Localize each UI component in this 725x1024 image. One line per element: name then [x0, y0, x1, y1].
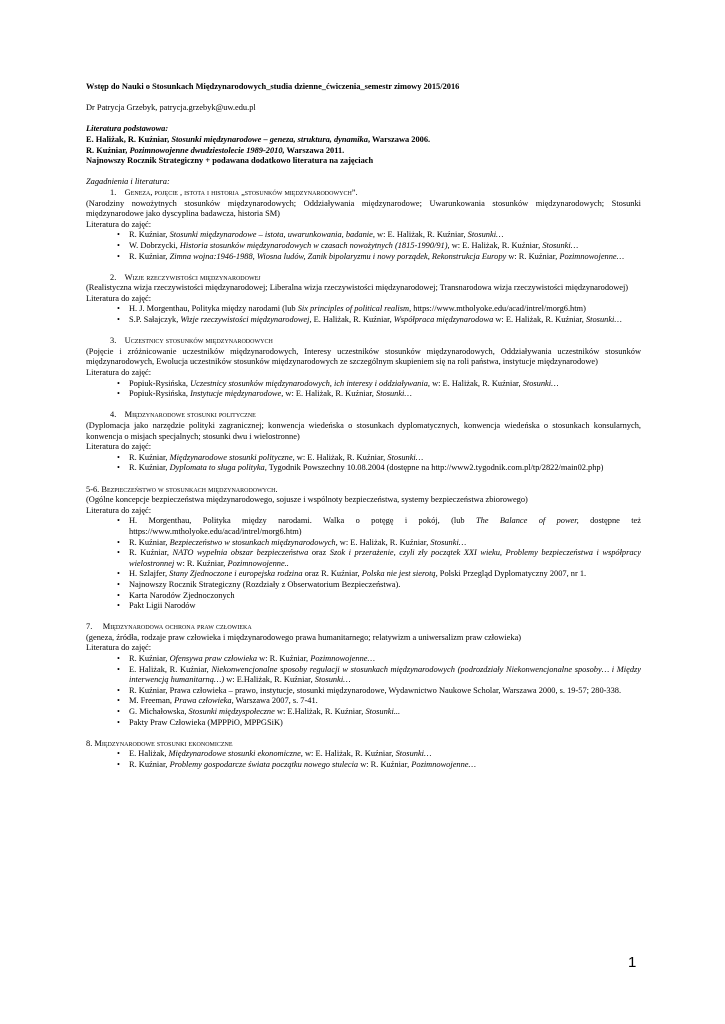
reading-item: • Najnowszy Rocznik Strategiczny (Rozdziały z Obserwatorium Bezpieczeństwa). [86, 580, 641, 591]
reading-item: • H. J. Morgenthau, Polityka między narodami (lub Six principles of political realism, https://www.mtholyoke.edu/acad/intrel/morg6.htm) [86, 304, 641, 315]
reading-item: • R. Kuźniar, Problemy gospodarcze świata początku nowego stulecia w: R. Kuźniar, Pozimnowojenne… [86, 760, 641, 771]
reading-list [86, 304, 641, 325]
section-literature-label: Literatura do zajęć: [86, 442, 152, 452]
section-description: (Ogólne koncepcje bezpieczeństwa międzynarodowego, sojusze i wspólnoty bezpieczeństwa, systemy bezpieczeństwa zbiorowego) [86, 495, 528, 505]
author-line: Dr Patrycja Grzebyk, patrycja.grzebyk@uw.edu.pl [86, 103, 256, 113]
section-literature-label: Literatura do zajęć: [86, 219, 152, 229]
section-heading: 1. Geneza, pojęcie , istota i historia „stosunków międzynarodowych”. [110, 187, 358, 197]
reading-item: • S.P. Sałajczyk, Wizje rzeczywistości międzynarodowej, E. Haliżak, R. Kuźniar, Współpraca międzynarodowa w: E. Haliżak, R. Kuźniar, Stosunki… [86, 315, 641, 326]
literature-item: R. Kuźniar, Pozimnowojenne dwudziestolecie 1989-2010, Warszawa 2011. [86, 145, 345, 155]
reading-item: • H. Morgenthau, Polityka między narodami. Walka o potęgę i pokój, (lub The Balance of power, dostępne też https://www.mtholyoke.edu/acad/intrel/morg6.htm) [86, 516, 641, 537]
reading-item: • Karta Narodów Zjednoczonych [86, 591, 641, 602]
reading-item: • R. Kuźniar, Dyplomata to sługa polityka, Tygodnik Powszechny 10.08.2004 (dostępne na http://www2.tygodnik.com.pl/tp/2822/main02.php) [86, 463, 641, 474]
section-description: (Dyplomacja jako narzędzie polityki zagranicznej; konwencja wiedeńska o stosunkach dyplomatycznych, konwencja wiedeńska o stosunkach konsularnych, konwencja o misjach specjalnych; stosunki dwu i wielostronne) [86, 421, 641, 441]
reading-item: • Pakt Ligii Narodów [86, 601, 641, 612]
reading-list [86, 230, 641, 262]
section-literature-label: Literatura do zajęć: [86, 293, 152, 303]
reading-item: • E. Haliżak, Międzynarodowe stosunki ekonomiczne, w: E. Haliżak, R. Kuźniar, Stosunki… [86, 749, 641, 760]
section-description: (geneza, źródła, rodzaje praw człowieka i międzynarodowego prawa humanitarnego; relatywizm a uniwersalizm praw człowieka) [86, 632, 522, 642]
reading-list [86, 749, 641, 770]
literature-item: E. Haliżak, R. Kuźniar, Stosunki międzynarodowe – geneza, struktura, dynamika, Warszawa 2006. [86, 134, 431, 144]
literature-item: Najnowszy Rocznik Strategiczny + podawana dodatkowo literatura na zajęciach [86, 156, 374, 166]
reading-item: • R. Kuźniar, Prawa człowieka – prawo, instytucje, stosunki międzynarodowe, Wydawnictwo Naukowe Scholar, Warszawa 2000, s. 19-57; 280-338. [86, 686, 641, 697]
reading-item: • Pakty Praw Człowieka (MPPPiO, MPPGSiK) [86, 718, 641, 729]
issues-heading: Zagadnienia i literatura: [86, 177, 170, 187]
reading-list [86, 516, 641, 611]
section-literature-label: Literatura do zajęć: [86, 368, 152, 378]
reading-item: • H. Szlajfer, Stany Zjednoczone i europejska rodzina oraz R. Kuźniar, Polska nie jest sierotą, Polski Przegląd Dyplomatyczny 2007, nr 1. [86, 569, 641, 580]
section-heading: 8. Międzynarodowe stosunki ekonomiczne [86, 738, 233, 748]
reading-item: • R. Kuźniar, Bezpieczeństwo w stosunkach międzynarodowych, w: E. Haliżak, R. Kuźniar, Stosunki… [86, 538, 641, 549]
document-title: Wstęp do Nauki o Stosunkach Międzynarodowych_studia dzienne_ćwiczenia_semestr zimowy 2015/2016 [86, 82, 460, 91]
section-heading: 5-6. Bezpieczeństwo w stosunkach międzynarodowych. [86, 484, 278, 494]
reading-item: • W. Dobrzycki, Historia stosunków międzynarodowych w czasach nowożytnych (1815-1990/91), w: E. Haliżak, R. Kuźniar, Stosunki… [86, 241, 641, 252]
section-literature-label: Literatura do zajęć: [86, 505, 152, 515]
reading-item: • R. Kuźniar, Ofensywa praw człowieka w: R. Kuźniar, Pozimnowojenne… [86, 654, 641, 665]
reading-item: • R. Kuźniar, Stosunki międzynarodowe – istota, uwarunkowania, badanie, w: E. Haliżak, R. Kuźniar, Stosunki… [86, 230, 641, 241]
section-description: (Narodziny nowożytnych stosunków międzynarodowych; Oddziaływania międzynarodowe; Uwarunkowania stosunków międzynarodowych; Stosunki międzynarodowe jako dyscyplina badawcza, historia SM) [86, 198, 641, 219]
reading-item: • Popiuk-Rysińska, Instytucje międzynarodowe, w: E. Haliżak, R. Kuźniar, Stosunki… [86, 389, 641, 400]
reading-list [86, 453, 641, 474]
reading-item: • M. Freeman, Prawa człowieka, Warszawa 2007, s. 7-41. [86, 696, 641, 707]
section-description: (Pojęcie i zróżnicowanie uczestników międzynarodowych, Interesy uczestników stosunków międzynarodowych, Oddziaływania uczestników stosunków międzynarodowych, Ewolucja uczestników stosunków międzynarodowych ze szczególnym skupieniem się na roli państwa, instytucje międzynarodowe) [86, 346, 641, 367]
reading-item: • R. Kuźniar, Zimna wojna:1946-1988, Wiosna ludów, Zanik bipolaryzmu i nowy porządek, Rekonstrukcja Europy w: R. Kuźniar, Pozimnowojenne… [86, 252, 641, 263]
section-heading: 2. Wizje rzeczywistości międzynarodowej [110, 272, 261, 282]
section-heading: 3. Uczestnicy stosunków międzynarodowych [110, 336, 273, 346]
reading-item: • R. Kuźniar, NATO wypełnia obszar bezpieczeństwa oraz Szok i przerażenie, czyli zły początek XXI wieku, Problemy bezpieczeństwa i współpracy wielostronnej w: R. Kuźniar, Pozimnowojenne.. [86, 548, 641, 569]
reading-item: • G. Michałowska, Stosunki międzyspołeczne w: E.Haliżak, R. Kuźniar, Stosunki... [86, 707, 641, 718]
section-heading: 4. Międzynarodowe stosunki polityczne [110, 410, 256, 420]
page-number: 1 [628, 954, 637, 971]
reading-item: • E. Haliżak, R. Kuźniar, Niekonwencjonalne sposoby regulacji w stosunkach międzynarodowych (podrozdziały Niekonwencjonalne sposoby… i Między interwencją humanitarną…) w: E.Haliżak, R. Kuźniar, Stosunki… [86, 665, 641, 686]
section-literature-label: Literatura do zajęć: [86, 643, 152, 653]
literature-heading: Literatura podstawowa: [86, 124, 169, 134]
reading-list [86, 654, 641, 728]
reading-item: • Popiuk-Rysińska, Uczestnicy stosunków międzynarodowych, ich interesy i oddziaływania, w: E. Haliżak, R. Kuźniar, Stosunki… [86, 379, 641, 390]
reading-item: • R. Kuźniar, Międzynarodowe stosunki polityczne, w: E. Haliżak, R. Kuźniar, Stosunki… [86, 453, 641, 464]
section-heading: 7. Międzynarodowa ochrona praw człowieka [86, 622, 252, 632]
document-content [86, 82, 641, 771]
reading-list [86, 379, 641, 400]
section-description: (Realistyczna wizja rzeczywistości międzynarodowej; Liberalna wizja rzeczywistości międzynarodowej; Transnarodowa wizja rzeczywistości międzynarodowej) [86, 283, 629, 293]
